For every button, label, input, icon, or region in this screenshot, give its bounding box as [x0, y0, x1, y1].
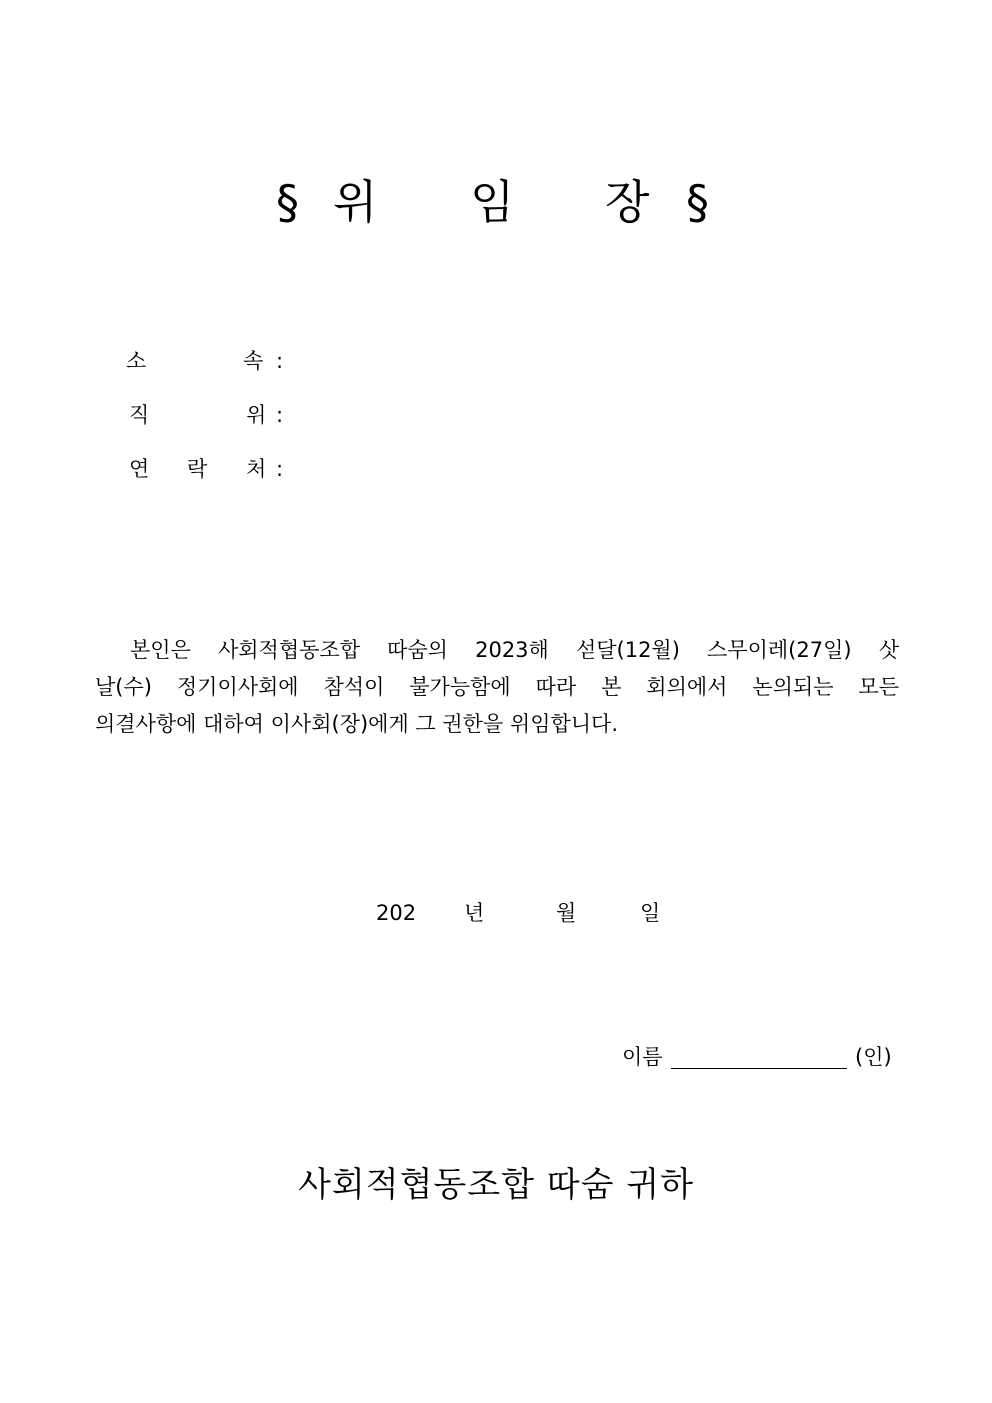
delegation-statement: [95, 632, 899, 743]
signature-blank-line: [671, 1068, 847, 1069]
date-year-unit: 년: [464, 901, 485, 925]
title-char-3: 장: [605, 175, 650, 229]
date-month-unit: 월: [556, 901, 577, 925]
title-section-mark-right: §: [686, 175, 709, 229]
date-line: [0, 898, 992, 928]
signature-seal-mark: (인): [855, 1045, 892, 1069]
field-position-label-1: 직: [129, 403, 150, 427]
field-affiliation: [0, 346, 992, 376]
field-contact-label-3: 처: [246, 457, 267, 481]
field-contact: [0, 454, 992, 484]
statement-line-2: 날(수) 정기이사회에 참석이 불가능함에 따라 본 회의에서 논의되는 모든: [95, 675, 899, 699]
field-affiliation-label-2: 속: [243, 349, 264, 373]
field-position: [0, 400, 992, 430]
field-affiliation-label-1: 소: [126, 349, 147, 373]
statement-line-1: 본인은 사회적협동조합 따숨의 2023해 섣달(12월) 스무이레(27일) 삿: [130, 638, 899, 662]
statement-line-3: 의결사항에 대하여 이사회(장)에게 그 권한을 위임합니다.: [95, 712, 619, 736]
title-char-2: 임: [470, 175, 515, 229]
signature-name-label: 이름: [622, 1045, 663, 1069]
field-contact-colon: :: [276, 457, 284, 481]
signature-line: [0, 1042, 992, 1072]
date-day-unit: 일: [640, 901, 661, 925]
field-position-colon: :: [276, 403, 284, 427]
title-char-1: 위: [333, 175, 378, 229]
document-title: [0, 170, 992, 234]
field-contact-label-2: 락: [187, 457, 208, 481]
field-contact-label-1: 연: [129, 457, 150, 481]
date-year: 202: [376, 901, 417, 925]
title-section-mark-left: §: [276, 175, 299, 229]
recipient-line: 사회적협동조합 따숨 귀하: [298, 1165, 694, 1205]
field-position-label-2: 위: [246, 403, 267, 427]
field-affiliation-colon: :: [276, 349, 284, 373]
